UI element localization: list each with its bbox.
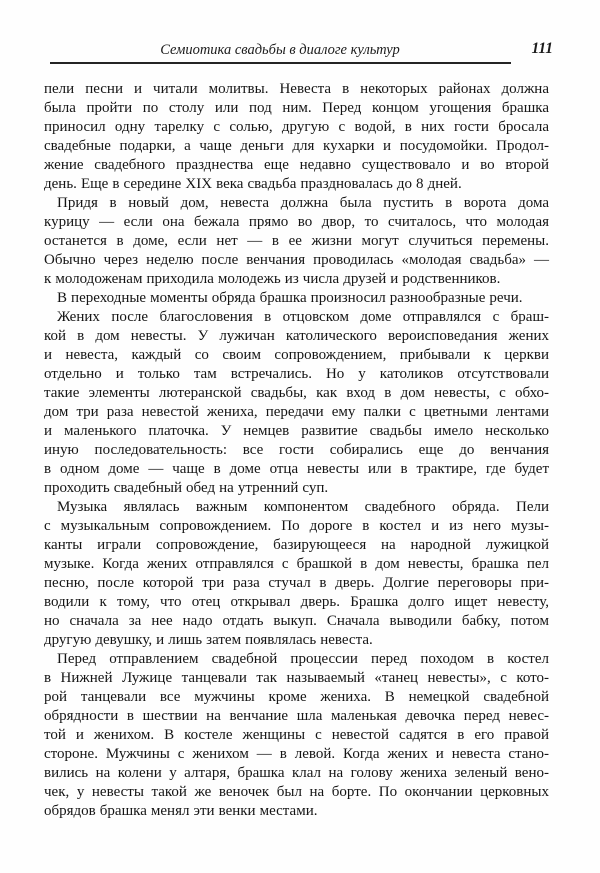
text-line: обрядности в шествии на венчание шла маленькая девочка перед невес- xyxy=(44,708,549,724)
text-line: дом три раза невестой жениха, передачи ему палки с цветными лентами xyxy=(44,404,549,420)
text-line: к молодоженам приходила молодежь из числа друзей и родственников. xyxy=(44,271,501,287)
text-line: жение свадебного празднества еще недавно существовало и во второй xyxy=(44,157,549,173)
text-line: и невеста, каждый со своим сопровождением, прибывали к церкви xyxy=(44,347,549,363)
text-line: свадебные подарки, а чаще деньги для кухарки и посудомойки. Продол- xyxy=(44,138,549,154)
text-line: чек, у невесты такой же веночек был на борте. По окончании церковных xyxy=(44,784,549,800)
text-line: Музыка являлась важным компонентом свадебного обряда. Пели xyxy=(57,499,549,515)
text-line: рой танцевали все мужчины кроме жениха. В немецкой свадебной xyxy=(44,689,549,705)
text-line: приносил одну тарелку с солью, другую с водой, в них гости бросала xyxy=(44,119,549,135)
paragraph xyxy=(44,498,549,650)
text-line: Придя в новый дом, невеста должна была пустить в ворота дома xyxy=(57,195,549,211)
text-line: В переходные моменты обряда брашка произносил разнообразные речи. xyxy=(57,290,523,306)
text-line: отдельно и только там встречались. Но у католиков отсутствовали xyxy=(44,366,549,382)
text-line: музыке. Когда жених отправлялся с брашкой в дом невесты, брашка пел xyxy=(44,556,549,572)
text-line: пели песни и читали молитвы. Невеста в некоторых районах должна xyxy=(44,81,549,97)
text-line: Жених после благословения в отцовском доме отправлялся с браш- xyxy=(57,309,549,325)
text-line: останется в доме, если нет — в ее жизни могут случиться перемены. xyxy=(44,233,549,249)
text-line: песню, после которой три раза стучал в дверь. Долгие переговоры при- xyxy=(44,575,549,591)
text-line: обрядов брашка менял эти венки местами. xyxy=(44,803,318,819)
paragraph xyxy=(44,194,549,289)
text-line: проходить свадебный обед на утренний суп. xyxy=(44,480,329,496)
page-body-text xyxy=(44,80,549,821)
paragraph xyxy=(44,650,549,821)
text-line: Перед отправлением свадебной процессии перед походом в костел xyxy=(57,651,549,667)
text-line: и маленького платочка. У немцев развитие свадьбы имело несколько xyxy=(44,423,549,439)
text-line: кой в дом невесты. У лужичан католического вероисповедания жених xyxy=(44,328,549,344)
text-line: в одном доме — чаще в доме отца невесты или в трактире, где будет xyxy=(44,461,549,477)
text-line: иную последовательность: все гости собирались еще до венчания xyxy=(44,442,549,458)
text-line: в Нижней Лужице танцевали так называемый «танец невесты», с кото- xyxy=(44,670,549,686)
paragraph xyxy=(44,289,549,308)
text-line: другую девушку, и лишь затем появлялась невеста. xyxy=(44,632,373,648)
text-line: но сначала за нее надо отдать выкуп. Сначала выводили бабку, потом xyxy=(44,613,549,629)
paragraph xyxy=(44,80,549,194)
text-line: была пройти по столу или под ним. Перед концом угощения брашка xyxy=(44,100,549,116)
text-line: вились на колени у алтаря, брашка клал на голову жениха зеленый вено- xyxy=(44,765,549,781)
running-head-title: Семиотика свадьбы в диалоге культур xyxy=(160,42,400,58)
page-number: 111 xyxy=(531,40,553,57)
text-line: курицу — если она бежала прямо во двор, то считалось, что молодая xyxy=(44,214,549,230)
paragraph xyxy=(44,308,549,498)
text-line: водили к тому, что отец открывал дверь. Брашка долго ищет невесту, xyxy=(44,594,549,610)
text-line: канты играли сопровождение, базирующееся на народной лужицкой xyxy=(44,537,549,553)
text-line: день. Еще в середине XIX века свадьба праздновалась до 8 дней. xyxy=(44,176,462,192)
text-line: такие элементы лютеранской свадьбы, как вход в дом невесты, с обхо- xyxy=(44,385,549,401)
text-line: стороне. Мужчины с женихом — в левой. Когда жених и невеста стано- xyxy=(44,746,549,762)
text-line: с музыкальным сопровождением. По дороге в костел и из него музы- xyxy=(44,518,549,534)
header-rule xyxy=(50,62,511,64)
text-line: Обычно через неделю после венчания проводилась «молодая свадьба» — xyxy=(44,252,549,268)
text-line: той и женихом. В костеле женщины с невестой садятся в его правой xyxy=(44,727,549,743)
